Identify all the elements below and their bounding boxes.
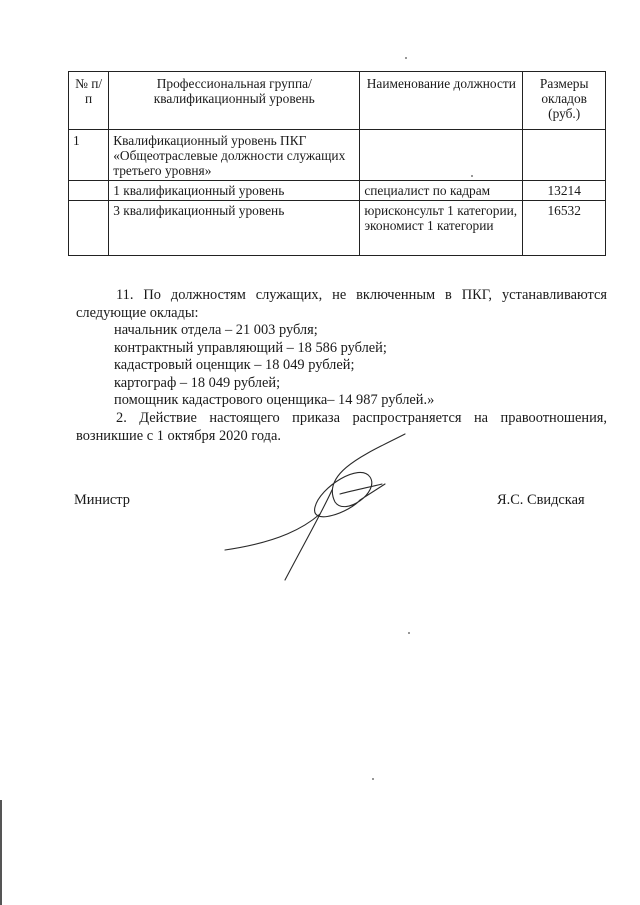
row-group: Квалификационный уровень ПКГ «Общеотраслевые должности служащих третьего уровня» (109, 130, 360, 181)
table-row (69, 201, 606, 256)
list-item: контрактный управляющий – 18 586 рублей; (114, 340, 387, 356)
list-item: начальник отдела – 21 003 рубля; (114, 322, 318, 338)
row-salary (523, 130, 606, 181)
signatory-title: Министр (74, 492, 130, 508)
table-row (69, 181, 606, 201)
row-group: 1 квалификационный уровень (109, 181, 360, 201)
salary-table (68, 71, 606, 256)
row-number (69, 201, 109, 256)
header-number: № п/п (69, 72, 109, 130)
scan-speck (372, 778, 374, 780)
list-item: помощник кадастрового оценщика– 14 987 рублей.» (114, 392, 435, 408)
scan-speck (405, 57, 407, 59)
row-group: 3 квалификационный уровень (109, 201, 360, 256)
list-item: кадастровый оценщик – 18 049 рублей; (114, 357, 355, 373)
scan-speck (471, 175, 473, 177)
row-number (69, 181, 109, 201)
row-position: юрисконсульт 1 категории, экономист 1 категории (360, 201, 523, 256)
row-salary: 16532 (523, 201, 606, 256)
paragraph-2: 2. Действие настоящего приказа распространяется на правоотношения, возникшие с 1 октября 2020 года. (76, 410, 607, 444)
row-position: специалист по кадрам (360, 181, 523, 201)
signatory-name: Я.С. Свидская (497, 492, 585, 508)
row-number: 1 (69, 130, 109, 181)
table-header-row (69, 72, 606, 130)
paragraph-11: 11. По должностям служащих, не включенным в ПКГ, устанавливаются следующие оклады: (76, 287, 607, 321)
header-professional-group: Профессиональная группа/ квалификационный уровень (109, 72, 360, 130)
scan-speck (408, 632, 410, 634)
row-salary: 13214 (523, 181, 606, 201)
header-position-name: Наименование должности (360, 72, 523, 130)
table-row (69, 130, 606, 181)
list-item: картограф – 18 049 рублей; (114, 375, 281, 391)
page-edge-line (0, 800, 2, 905)
header-salary-amount: Размеры окладов (руб.) (523, 72, 606, 130)
row-position (360, 130, 523, 181)
handwritten-signature (210, 432, 430, 582)
